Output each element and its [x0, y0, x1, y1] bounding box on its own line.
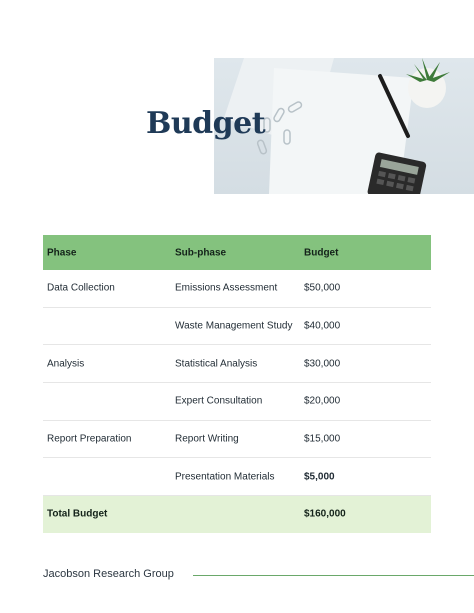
table-row [43, 458, 431, 496]
column-header-budget: Budget [304, 247, 339, 258]
phase-cell: Data Collection [47, 282, 115, 294]
table-header-row [43, 235, 431, 270]
total-value: $160,000 [304, 508, 346, 520]
subphase-cell: Expert Consultation [175, 395, 263, 407]
total-row [43, 496, 431, 533]
table-row [43, 345, 431, 383]
phase-cell: Report Preparation [47, 433, 132, 445]
table-row [43, 421, 431, 459]
table-row [43, 270, 431, 308]
subphase-cell: Waste Management Study [175, 320, 293, 332]
table-row [43, 383, 431, 421]
table-row [43, 308, 431, 346]
phase-cell: Analysis [47, 358, 85, 370]
subphase-cell: Presentation Materials [175, 471, 275, 483]
total-label: Total Budget [47, 508, 108, 520]
page-title: Budget [146, 106, 266, 141]
budget-cell: $5,000 [304, 471, 335, 483]
budget-cell: $30,000 [304, 358, 341, 370]
budget-cell: $40,000 [304, 320, 341, 332]
footer-company-name: Jacobson Research Group [43, 568, 174, 580]
subphase-cell: Statistical Analysis [175, 358, 258, 370]
budget-cell: $50,000 [304, 282, 341, 294]
column-header-subphase: Sub-phase [175, 247, 227, 258]
footer-divider [193, 575, 474, 576]
budget-table [43, 235, 431, 533]
subphase-cell: Emissions Assessment [175, 282, 278, 294]
subphase-cell: Report Writing [175, 433, 239, 445]
budget-cell: $20,000 [304, 395, 341, 407]
budget-cell: $15,000 [304, 433, 341, 445]
column-header-phase: Phase [47, 247, 77, 258]
